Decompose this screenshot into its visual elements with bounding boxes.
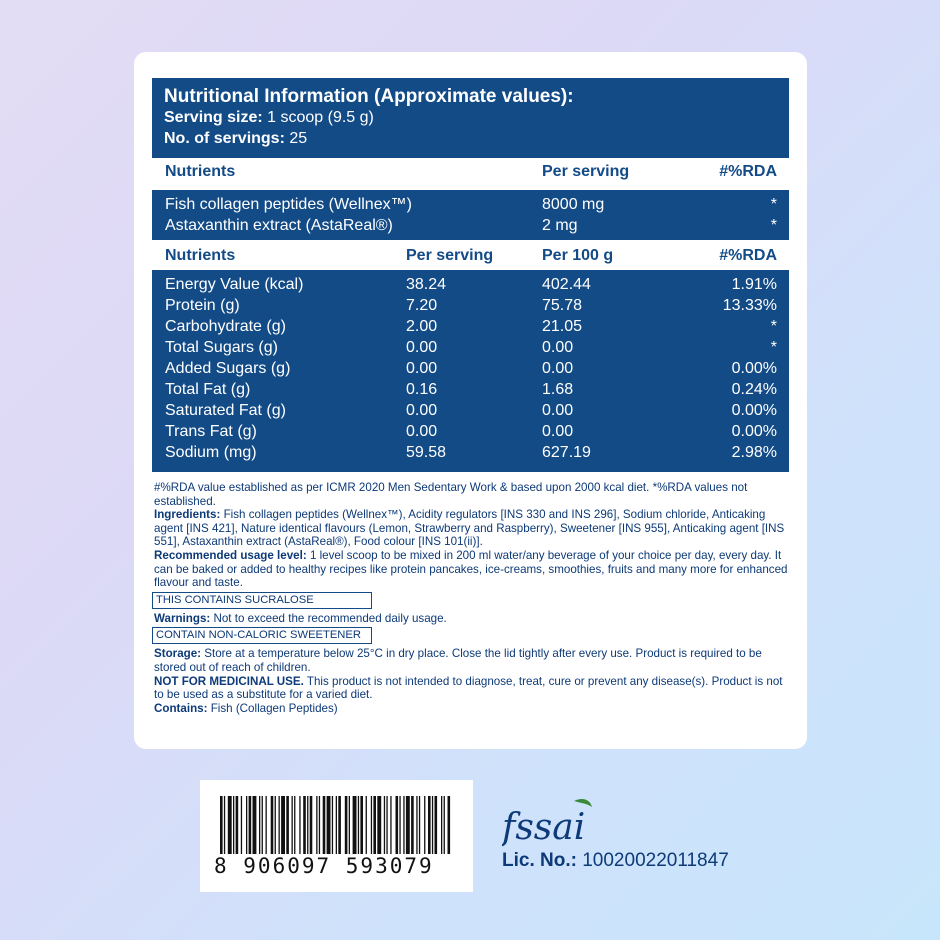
barcode-bar [224,796,225,854]
barcode-bar [307,796,308,854]
barcode-bar [319,796,320,854]
storage: Storage: Store at a temperature below 25°C in dry place. Close the lid tightly after every use. Product is required to be stored out of reach of children. [154,647,762,674]
barcode-bar [384,796,385,854]
nutrition-label-card [134,52,807,749]
barcode-bar [396,796,399,854]
barcode-bar [424,796,425,854]
barcode-bar [286,796,289,854]
barcode-bar [332,796,333,854]
barcode-number: 8 906097 593079 [214,854,434,878]
table-row: Saturated Fat (g) 0.00 0.00 0.00% [165,402,777,419]
usage-level: Recommended usage level: 1 level scoop to be mixed in 200 ml water/any beverage of your choice per day, every day. It can be baked or added to healthy recipes like protein pancakes, ice-creams, smoothies, fruits and many more for enhanced flavour and taste. [154,548,788,590]
table2-body [152,270,789,472]
barcode-bar [399,796,400,854]
table-row: Added Sugars (g) 0.00 0.00 0.00% [165,360,777,377]
table-row: Carbohydrate (g) 2.00 21.05 * [165,318,777,335]
barcode-bar [416,796,417,854]
table-row: Energy Value (kcal) 38.24 402.44 1.91% [165,276,777,293]
nutrition-title: Nutritional Information (Approximate values): [164,86,574,107]
table-row: Total Fat (g) 0.16 1.68 0.24% [165,381,777,398]
table-row: Astaxanthin extract (AstaReal®) 2 mg * [165,217,777,234]
barcode-bar [386,796,387,854]
barcode-bar [432,796,433,854]
barcode-bar [373,796,376,854]
sweetener-box: CONTAIN NON-CALORIC SWEETENER [152,627,372,644]
ingredients: Ingredients: Fish collagen peptides (Wellnex™), Acidity regulators [INS 330 and INS 296], Sodium chloride, Anticaking agent [INS 421], Nature identical flavours (Lemon, Strawberry and Raspberry), Sweetener [INS 955], Anticaking agent [INS 551], Astaxanthin extract (AstaReal®), Food colour [INS 101(ii)]. [154,508,785,549]
fssai-logo [502,795,602,847]
lic-number: 10020022011847 [576,850,729,871]
barcode-bar [233,796,234,854]
table-row: Total Sugars (g) 0.00 0.00 * [165,339,777,356]
barcode-bar [441,796,442,854]
barcode-bar [327,796,331,854]
barcode-bar [349,796,350,854]
barcode-bar [345,796,348,854]
barcode-bar [292,796,293,854]
barcode-bar [249,796,252,854]
barcode-bar [220,796,223,854]
barcode-bar [428,796,431,854]
barcode-bar [228,796,232,854]
barcode-bar [259,796,260,854]
barcode-bar [294,796,295,854]
barcode-bar [353,796,357,854]
fssai-license [502,850,729,872]
sucralose-box: THIS CONTAINS SUCRALOSE [152,592,372,609]
barcode-bar [316,796,317,854]
table1-col-nutrients: Nutrients [165,163,236,180]
svg-text:fssai: fssai [502,807,586,847]
table-row: Trans Fat (g) 0.00 0.00 0.00% [165,423,777,440]
barcode-bar [271,796,274,854]
barcode-bar [303,796,306,854]
table2-header [152,242,789,270]
barcode-bar [241,796,242,854]
barcode-bar [377,796,381,854]
label-notes [154,481,794,715]
table-row: Fish collagen peptides (Wellnex™) 8000 mg * [165,196,777,213]
table1-body [152,190,789,240]
table2-col-rda: #%RDA [719,247,777,264]
barcode-bar [406,796,410,854]
barcode-bar [236,796,239,854]
barcode-bar [360,796,363,854]
barcode-bar [253,796,257,854]
barcode-bar [390,796,391,854]
barcode-bar [279,796,280,854]
servings-count: No. of servings: 25 [164,130,308,147]
barcode-bar [323,796,326,854]
barcode-bar [411,796,414,854]
barcode [200,780,473,892]
barcode-bar [246,796,247,854]
table2-col-per-100g: Per 100 g [542,247,614,264]
nutrition-header [152,78,789,158]
barcode-bar [281,796,285,854]
medicinal-note: NOT FOR MEDICINAL USE. This product is not intended to diagnose, treat, cure or prevent any disease(s). Product is not to be used as a substitute for a varied diet. [154,674,783,702]
warnings: Warnings: Not to exceed the recommended daily usage. [154,611,447,625]
table2-col-nutrients: Nutrients [165,247,236,264]
table1-col-per-serving: Per serving [542,163,630,180]
barcode-bar [371,796,372,854]
barcode-bar [266,796,267,854]
barcode-bar [448,796,451,854]
contains: Contains: Fish (Collagen Peptides) [154,701,338,715]
table2-col-per-serving: Per serving [406,247,494,264]
table-row: Sodium (mg) 59.58 627.19 2.98% [165,444,777,461]
barcode-bar [419,796,420,854]
barcode-bar [262,796,263,854]
barcode-bars [220,796,452,854]
barcode-bar [275,796,276,854]
barcode-bar [299,796,300,854]
serving-size: Serving size: 1 scoop (9.5 g) [164,109,374,126]
barcode-bar [310,796,313,854]
table1-header [152,158,789,186]
barcode-bar [338,796,341,854]
barcode-bar [444,796,445,854]
barcode-bar [435,796,438,854]
barcode-bar [403,796,404,854]
table-row: Protein (g) 7.20 75.78 13.33% [165,297,777,314]
barcode-bar [336,796,337,854]
barcode-bar [358,796,359,854]
lic-label: Lic. No.: [502,850,577,871]
rda-note: #%RDA value established as per ICMR 2020 Men Sedentary Work & based upon 2000 kcal diet. *%RDA values not established. [154,481,748,508]
table1-col-rda: #%RDA [719,163,777,180]
barcode-bar [366,796,367,854]
